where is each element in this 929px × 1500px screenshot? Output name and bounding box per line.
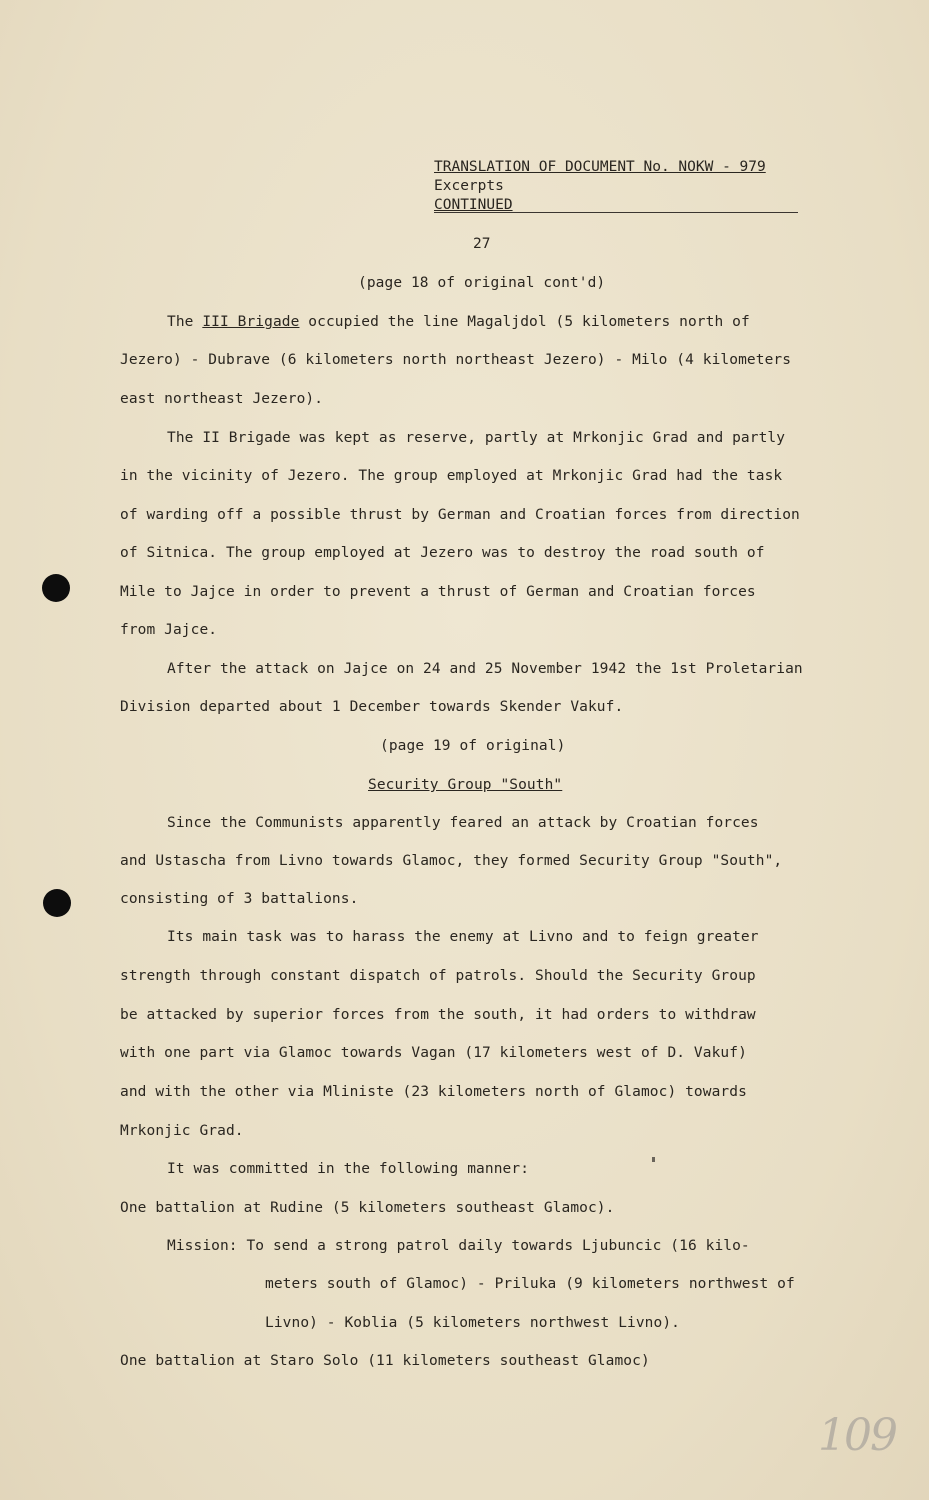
page-reference: (page 18 of original cont'd)	[358, 275, 606, 291]
paragraph-line: Its main task was to harass the enemy at Livno and to feign greater	[167, 929, 759, 945]
paragraph-line: One battalion at Staro Solo (11 kilometers southeast Glamoc)	[120, 1353, 650, 1369]
section-heading: Security Group "South"	[368, 777, 563, 793]
paragraph-line: from Jajce.	[120, 622, 218, 638]
paragraph-line: One battalion at Rudine (5 kilometers southeast Glamoc).	[120, 1200, 615, 1216]
paragraph-line: The II Brigade was kept as reserve, partly at Mrkonjic Grad and partly	[167, 430, 786, 446]
paragraph-line: It was committed in the following manner:	[167, 1161, 530, 1177]
paragraph-line: Mrkonjic Grad.	[120, 1123, 244, 1139]
punch-hole	[42, 574, 70, 602]
paragraph-line: of Sitnica. The group employed at Jezero was to destroy the road south of	[120, 545, 765, 561]
excerpts-label: Excerpts	[434, 178, 504, 194]
document-title: TRANSLATION OF DOCUMENT No. NOKW - 979	[434, 159, 766, 175]
paragraph-line: consisting of 3 battalions.	[120, 891, 359, 907]
continued-label: CONTINUED	[434, 197, 513, 213]
document-header	[434, 158, 766, 215]
underlined-brigade: III Brigade	[202, 314, 300, 330]
paragraph-line: with one part via Glamoc towards Vagan (17 kilometers west of D. Vakuf)	[120, 1045, 747, 1061]
mission-line: Livno) - Koblia (5 kilometers northwest Livno).	[265, 1315, 680, 1331]
paragraph-line: of warding off a possible thrust by German and Croatian forces from direction	[120, 507, 800, 523]
paragraph-line: Mile to Jajce in order to prevent a thrust of German and Croatian forces	[120, 584, 756, 600]
page-reference: (page 19 of original)	[380, 738, 566, 754]
paragraph-line: be attacked by superior forces from the south, it had orders to withdraw	[120, 1007, 756, 1023]
paragraph-line: east northeast Jezero).	[120, 391, 324, 407]
page-number: 27	[473, 236, 491, 252]
paragraph-line: in the vicinity of Jezero. The group employed at Mrkonjic Grad had the task	[120, 468, 783, 484]
mission-line: meters south of Glamoc) - Priluka (9 kilometers northwest of	[265, 1276, 795, 1292]
paragraph-line: Division departed about 1 December towards Skender Vakuf.	[120, 699, 624, 715]
paragraph-line: Since the Communists apparently feared an attack by Croatian forces	[167, 815, 759, 831]
punch-hole	[43, 889, 71, 917]
ink-mark	[652, 1157, 655, 1162]
paragraph-line: Jezero) - Dubrave (6 kilometers north northeast Jezero) - Milo (4 kilometers	[120, 352, 792, 368]
paragraph-line: After the attack on Jajce on 24 and 25 November 1942 the 1st Proletarian	[167, 661, 803, 677]
paragraph-line: and Ustascha from Livno towards Glamoc, they formed Security Group "South",	[120, 853, 783, 869]
archive-stamp-number: 109	[818, 1410, 896, 1461]
header-rule	[434, 212, 798, 213]
paragraph-line: and with the other via Mliniste (23 kilometers north of Glamoc) towards	[120, 1084, 747, 1100]
mission-line: Mission: To send a strong patrol daily towards Ljubuncic (16 kilo-	[167, 1238, 750, 1254]
paragraph-line: strength through constant dispatch of patrols. Should the Security Group	[120, 968, 756, 984]
paragraph-line: The III Brigade occupied the line Magaljdol (5 kilometers north of	[167, 314, 750, 330]
